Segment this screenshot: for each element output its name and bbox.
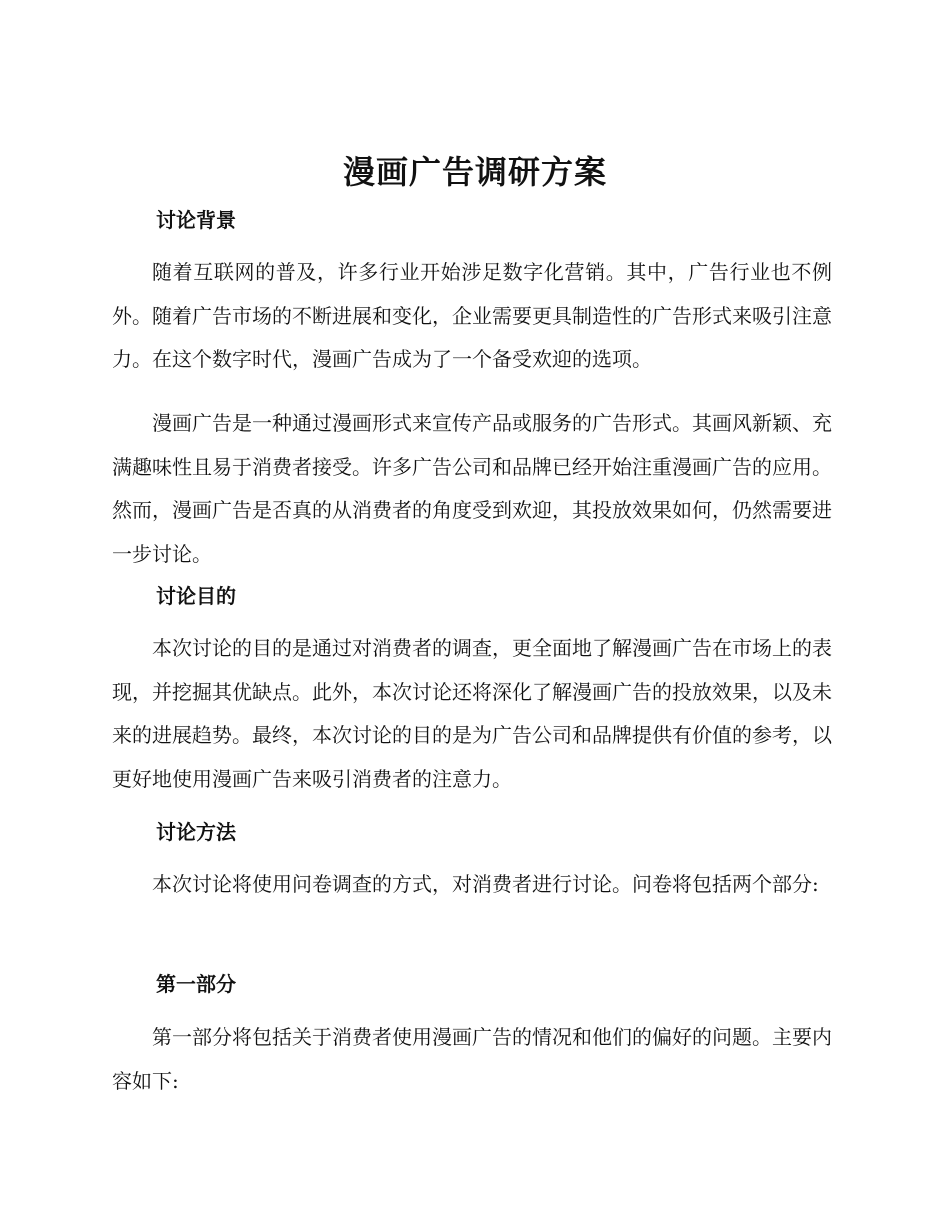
paragraph-part-one: 第一部分将包括关于消费者使用漫画广告的情况和他们的偏好的问题。主要内容如下: — [112, 1025, 832, 1093]
section-heading-purpose: 讨论目的 — [156, 584, 236, 608]
document-title: 漫画广告调研方案 — [342, 153, 607, 191]
section-heading-method: 讨论方法 — [156, 820, 236, 844]
paragraph-background-2: 漫画广告是一种通过漫画形式来宣传产品或服务的广告形式。其画风新颖、充满趣味性且易于消费者接受。许多广告公司和品牌已经开始注重漫画广告的应用。然而，漫画广告是否真的从消费者的角度受到欢迎，其投放效果如何，仍然需要进一步讨论。 — [112, 411, 832, 566]
section-heading-background: 讨论背景 — [156, 208, 236, 232]
paragraph-method: 本次讨论将使用问卷调查的方式，对消费者进行讨论。问卷将包括两个部分: — [152, 872, 819, 896]
paragraph-background-1: 随着互联网的普及，许多行业开始涉足数字化营销。其中，广告行业也不例外。随着广告市场的不断进展和变化，企业需要更具制造性的广告形式来吸引注意力。在这个数字时代，漫画广告成为了一个备受欢迎的选项。 — [112, 260, 832, 371]
section-heading-part-one: 第一部分 — [156, 972, 236, 996]
paragraph-purpose: 本次讨论的目的是通过对消费者的调查，更全面地了解漫画广告在市场上的表现，并挖掘其优缺点。此外，本次讨论还将深化了解漫画广告的投放效果，以及未来的进展趋势。最终，本次讨论的目的是为广告公司和品牌提供有价值的参考，以更好地使用漫画广告来吸引消费者的注意力。 — [112, 636, 832, 791]
